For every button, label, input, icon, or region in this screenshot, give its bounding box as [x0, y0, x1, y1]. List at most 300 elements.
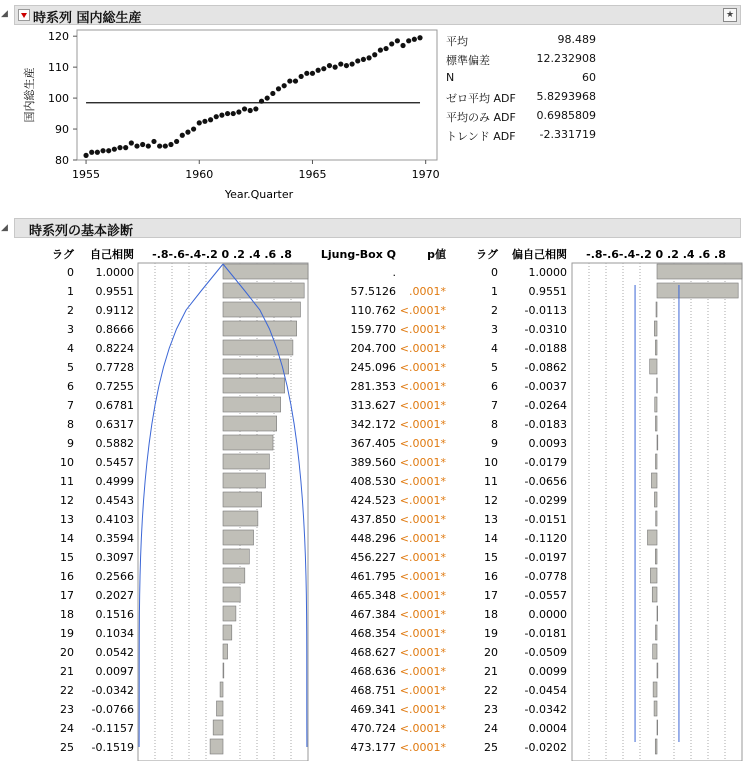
p-value: <.0001* — [399, 722, 446, 735]
bar — [653, 644, 657, 659]
diagnostics-table — [0, 240, 747, 761]
data-point — [180, 133, 185, 138]
data-point — [191, 126, 196, 131]
bar — [655, 416, 657, 431]
ljung-box-value: 467.384 — [350, 608, 396, 621]
lag-cell: 24 — [60, 722, 74, 735]
section-title: 時系列 国内総生産 — [33, 11, 142, 26]
data-point — [214, 114, 219, 119]
bar — [654, 321, 657, 336]
bar — [650, 359, 657, 374]
bar — [655, 454, 657, 469]
header-pacf: 偏自己相関 — [512, 248, 567, 261]
lag-cell-2: 14 — [484, 532, 498, 545]
lag-cell-2: 17 — [484, 589, 498, 602]
acf-value: 0.8666 — [95, 323, 134, 336]
bar — [223, 473, 265, 488]
pacf-bar-chart — [572, 263, 742, 761]
lag-cell: 22 — [60, 684, 74, 697]
stat-label-zero-mean-adf: ゼロ平均 ADF — [446, 92, 516, 105]
lag-cell: 7 — [67, 399, 74, 412]
pacf-value: -0.0151 — [524, 513, 567, 526]
bar — [657, 283, 738, 298]
p-value: <.0001* — [399, 494, 446, 507]
acf-value: 0.4999 — [95, 475, 134, 488]
lag-cell-2: 15 — [484, 551, 498, 564]
data-point — [400, 43, 405, 48]
lag-cell-2: 9 — [491, 437, 498, 450]
data-point — [157, 143, 162, 148]
acf-value: 0.3594 — [95, 532, 134, 545]
acf-value: -0.0766 — [91, 703, 134, 716]
acf-value: 0.0542 — [95, 646, 134, 659]
acf-value: 0.2027 — [95, 589, 134, 602]
p-value: <.0001* — [399, 399, 446, 412]
data-point — [134, 143, 139, 148]
acf-value: 1.0000 — [95, 266, 134, 279]
data-point — [231, 111, 236, 116]
lag-cell: 11 — [60, 475, 74, 488]
header-acf-axis: -.8-.6-.4-.2 0 .2 .4 .6 .8 — [152, 248, 292, 261]
pacf-value: -0.0778 — [524, 570, 567, 583]
p-value: <.0001* — [399, 608, 446, 621]
lag-cell-2: 24 — [484, 722, 498, 735]
ljung-box-value: 468.751 — [350, 684, 396, 697]
acf-bar-chart — [138, 263, 308, 761]
data-point — [282, 83, 287, 88]
bar — [213, 720, 223, 735]
stat-value-zero-mean-adf: 5.8293968 — [536, 90, 596, 103]
bar — [655, 549, 657, 564]
data-point — [248, 108, 253, 113]
lag-cell: 1 — [67, 285, 74, 298]
p-value: <.0001* — [399, 456, 446, 469]
p-value: <.0001* — [399, 380, 446, 393]
lag-cell: 20 — [60, 646, 74, 659]
bar — [223, 568, 245, 583]
pacf-value: -0.0202 — [524, 741, 567, 754]
stat-label-std: 標準偏差 — [446, 54, 490, 67]
header-ljung-box: Ljung-Box Q — [320, 248, 396, 261]
lag-cell-2: 25 — [484, 741, 498, 754]
ljung-box-value: 468.636 — [350, 665, 396, 678]
data-point — [389, 41, 394, 46]
lag-cell-2: 2 — [491, 304, 498, 317]
data-point — [146, 143, 151, 148]
p-value: <.0001* — [399, 475, 446, 488]
p-value: <.0001* — [399, 627, 446, 640]
bar — [652, 587, 657, 602]
pacf-value: -0.0264 — [524, 399, 567, 412]
p-value: <.0001* — [399, 323, 446, 336]
data-point — [219, 113, 224, 118]
y-tick-label: 100 — [48, 92, 69, 106]
ljung-box-value: 461.795 — [350, 570, 396, 583]
acf-value: 0.8224 — [95, 342, 134, 355]
acf-value: -0.1519 — [91, 741, 134, 754]
p-value: <.0001* — [399, 684, 446, 697]
lag-cell-2: 0 — [491, 266, 498, 279]
bar — [223, 549, 249, 564]
bar — [657, 264, 742, 279]
ljung-box-value: 456.227 — [350, 551, 396, 564]
lag-cell-2: 5 — [491, 361, 498, 374]
data-point — [163, 143, 168, 148]
ljung-box-value: 245.096 — [350, 361, 396, 374]
lag-cell-2: 21 — [484, 665, 498, 678]
lag-cell: 15 — [60, 551, 74, 564]
data-point — [168, 142, 173, 147]
bar — [657, 720, 658, 735]
disclosure-icon-2[interactable]: ◢ — [1, 223, 8, 233]
lag-cell: 8 — [67, 418, 74, 431]
lag-cell: 6 — [67, 380, 74, 393]
pacf-value: -0.0181 — [524, 627, 567, 640]
data-point — [333, 65, 338, 70]
data-point — [185, 130, 190, 135]
data-point — [117, 145, 122, 150]
pacf-value: -0.0197 — [524, 551, 567, 564]
lag-cell-2: 3 — [491, 323, 498, 336]
lag-cell: 2 — [67, 304, 74, 317]
lag-cell-2: 13 — [484, 513, 498, 526]
header-lag-2: ラグ — [476, 248, 498, 261]
y-tick-label: 110 — [48, 61, 69, 75]
data-point — [202, 119, 207, 124]
data-point — [83, 153, 88, 158]
time-series-plot — [0, 0, 440, 215]
star-icon[interactable]: ★ — [723, 8, 737, 22]
ljung-box-value: 313.627 — [350, 399, 396, 412]
ljung-box-value: 159.770 — [350, 323, 396, 336]
bar — [655, 397, 657, 412]
bar — [655, 739, 657, 754]
lag-cell-2: 4 — [491, 342, 498, 355]
lag-cell-2: 8 — [491, 418, 498, 431]
ljung-box-value: 281.353 — [350, 380, 396, 393]
data-point — [287, 78, 292, 83]
pacf-value: 0.9551 — [528, 285, 567, 298]
p-value: <.0001* — [399, 513, 446, 526]
bar — [223, 511, 258, 526]
bar — [223, 416, 277, 431]
p-value: <.0001* — [399, 703, 446, 716]
bar — [223, 359, 289, 374]
ljung-box-value: 408.530 — [350, 475, 396, 488]
lag-cell: 25 — [60, 741, 74, 754]
p-value: <.0001* — [399, 646, 446, 659]
pacf-value: 0.0099 — [528, 665, 567, 678]
data-point — [299, 74, 304, 79]
x-tick-label: 1955 — [72, 168, 101, 181]
acf-value: 0.4103 — [95, 513, 134, 526]
p-value: <.0001* — [399, 551, 446, 564]
bar — [223, 587, 240, 602]
bar — [223, 492, 262, 507]
pacf-value: -0.0656 — [524, 475, 567, 488]
stat-value-trend-adf: -2.331719 — [539, 128, 596, 141]
stat-value-single-mean-adf: 0.6985809 — [536, 109, 596, 122]
ljung-box-value: 437.850 — [350, 513, 396, 526]
header-lag: ラグ — [52, 248, 74, 261]
p-value: <.0001* — [399, 741, 446, 754]
acf-value: 0.9551 — [95, 285, 134, 298]
data-point — [321, 66, 326, 71]
bar — [650, 568, 657, 583]
pacf-value: -0.0179 — [524, 456, 567, 469]
lag-cell: 19 — [60, 627, 74, 640]
data-point — [140, 142, 145, 147]
bar — [657, 606, 658, 621]
lag-cell: 12 — [60, 494, 74, 507]
data-point — [293, 78, 298, 83]
bar — [223, 644, 228, 659]
acf-value: 0.2566 — [95, 570, 134, 583]
bar — [657, 435, 658, 450]
pacf-value: 1.0000 — [528, 266, 567, 279]
data-point — [225, 111, 230, 116]
data-point — [242, 106, 247, 111]
y-axis-label: 国内総生産 — [23, 67, 36, 123]
acf-value: 0.3097 — [95, 551, 134, 564]
lag-cell: 0 — [67, 266, 74, 279]
bar — [223, 454, 269, 469]
data-point — [361, 57, 366, 62]
lag-cell-2: 19 — [484, 627, 498, 640]
ljung-box-value: 57.5126 — [350, 285, 396, 298]
data-point — [412, 37, 417, 42]
lag-cell: 21 — [60, 665, 74, 678]
lag-cell-2: 12 — [484, 494, 498, 507]
acf-value: 0.1034 — [95, 627, 134, 640]
pacf-value: 0.0004 — [528, 722, 567, 735]
acf-value: -0.0342 — [91, 684, 134, 697]
acf-value: 0.9112 — [95, 304, 134, 317]
bar — [657, 663, 658, 678]
lag-cell-2: 7 — [491, 399, 498, 412]
bar — [210, 739, 223, 754]
p-value: <.0001* — [399, 304, 446, 317]
ljung-box-value: 468.354 — [350, 627, 396, 640]
ljung-box-value: 469.341 — [350, 703, 396, 716]
x-tick-label: 1965 — [298, 168, 327, 181]
data-point — [366, 55, 371, 60]
lag-cell: 17 — [60, 589, 74, 602]
data-point — [129, 140, 134, 145]
ljung-box-value: 468.627 — [350, 646, 396, 659]
acf-value: -0.1157 — [91, 722, 134, 735]
stat-value-std: 12.232908 — [536, 52, 596, 65]
lag-cell: 4 — [67, 342, 74, 355]
lag-cell: 16 — [60, 570, 74, 583]
bar — [216, 701, 223, 716]
section-header-diagnostics — [14, 218, 741, 238]
lag-cell: 5 — [67, 361, 74, 374]
pacf-value: -0.0342 — [524, 703, 567, 716]
bar — [223, 530, 254, 545]
bar — [653, 682, 657, 697]
pacf-value: 0.0093 — [528, 437, 567, 450]
p-value: .0001* — [409, 285, 446, 298]
acf-value: 0.0097 — [95, 665, 134, 678]
lag-cell-2: 6 — [491, 380, 498, 393]
bar — [651, 473, 657, 488]
header-acf: 自己相関 — [90, 248, 134, 261]
bar — [223, 663, 224, 678]
lag-cell: 13 — [60, 513, 74, 526]
pacf-value: -0.0509 — [524, 646, 567, 659]
data-point — [95, 150, 100, 155]
data-point — [372, 52, 377, 57]
lag-cell-2: 23 — [484, 703, 498, 716]
data-point — [197, 120, 202, 125]
bar — [223, 283, 304, 298]
pacf-value: -0.1120 — [524, 532, 567, 545]
data-point — [383, 46, 388, 51]
ljung-box-value: 389.560 — [350, 456, 396, 469]
ljung-box-value: 110.762 — [350, 304, 396, 317]
ljung-box-value: 448.296 — [350, 532, 396, 545]
data-point — [276, 86, 281, 91]
bar — [657, 378, 658, 393]
data-point — [417, 35, 422, 40]
data-point — [151, 139, 156, 144]
bar — [223, 397, 281, 412]
lag-cell-2: 11 — [484, 475, 498, 488]
p-value: <.0001* — [399, 570, 446, 583]
acf-value: 0.1516 — [95, 608, 134, 621]
lag-cell-2: 18 — [484, 608, 498, 621]
stat-label-single-mean-adf: 平均のみ ADF — [446, 111, 516, 124]
acf-value: 0.7728 — [95, 361, 134, 374]
data-point — [327, 63, 332, 68]
p-value: <.0001* — [399, 665, 446, 678]
x-tick-label: 1960 — [185, 168, 214, 181]
data-point — [349, 61, 354, 66]
data-point — [310, 71, 315, 76]
data-point — [174, 139, 179, 144]
pacf-value: -0.0454 — [524, 684, 567, 697]
lag-cell-2: 16 — [484, 570, 498, 583]
stat-label-mean: 平均 — [446, 35, 468, 48]
data-point — [89, 150, 94, 155]
lag-cell: 3 — [67, 323, 74, 336]
lag-cell-2: 10 — [484, 456, 498, 469]
header-pacf-axis: -.8-.6-.4-.2 0 .2 .4 .6 .8 — [586, 248, 726, 261]
data-point — [406, 38, 411, 43]
bar — [223, 435, 273, 450]
data-point — [112, 147, 117, 152]
acf-value: 0.5882 — [95, 437, 134, 450]
acf-value: 0.5457 — [95, 456, 134, 469]
lag-cell-2: 20 — [484, 646, 498, 659]
bar — [223, 606, 236, 621]
data-point — [378, 48, 383, 53]
p-value: <.0001* — [399, 437, 446, 450]
acf-value: 0.6317 — [95, 418, 134, 431]
bar — [223, 340, 293, 355]
lag-cell-2: 22 — [484, 684, 498, 697]
pacf-value: -0.0113 — [524, 304, 567, 317]
y-tick-label: 90 — [55, 123, 69, 137]
pacf-value: -0.0557 — [524, 589, 567, 602]
data-point — [270, 91, 275, 96]
bar — [647, 530, 657, 545]
data-point — [259, 99, 264, 104]
ljung-box-value: 204.700 — [350, 342, 396, 355]
ljung-box-value: . — [392, 266, 396, 279]
bar — [220, 682, 223, 697]
bar — [655, 625, 657, 640]
bar — [223, 378, 285, 393]
data-point — [265, 95, 270, 100]
pacf-value: -0.0183 — [524, 418, 567, 431]
x-tick-label: 1970 — [411, 168, 440, 181]
lag-cell-2: 1 — [491, 285, 498, 298]
p-value: <.0001* — [399, 342, 446, 355]
ljung-box-value: 465.348 — [350, 589, 396, 602]
pacf-value: -0.0310 — [524, 323, 567, 336]
acf-value: 0.6781 — [95, 399, 134, 412]
bar — [223, 264, 308, 279]
lag-cell: 9 — [67, 437, 74, 450]
data-point — [338, 61, 343, 66]
stat-value-n: 60 — [582, 71, 596, 84]
y-tick-label: 80 — [55, 154, 69, 167]
lag-cell: 10 — [60, 456, 74, 469]
y-tick-label: 120 — [48, 30, 69, 44]
p-value: <.0001* — [399, 418, 446, 431]
data-point — [316, 68, 321, 73]
data-point — [395, 38, 400, 43]
pacf-value: -0.0299 — [524, 494, 567, 507]
ljung-box-value: 424.523 — [350, 494, 396, 507]
data-point — [106, 148, 111, 153]
pacf-value: -0.0188 — [524, 342, 567, 355]
data-point — [344, 63, 349, 68]
data-point — [100, 148, 105, 153]
section-title-2: 時系列の基本診断 — [29, 224, 134, 239]
data-point — [253, 106, 258, 111]
p-value: <.0001* — [399, 589, 446, 602]
bar — [654, 701, 657, 716]
bar — [223, 625, 232, 640]
bar — [656, 511, 657, 526]
stat-label-n: N — [446, 71, 455, 84]
bar — [654, 492, 657, 507]
ljung-box-value: 367.405 — [350, 437, 396, 450]
acf-value: 0.4543 — [95, 494, 134, 507]
bar — [655, 340, 657, 355]
pacf-value: -0.0862 — [524, 361, 567, 374]
ljung-box-value: 473.177 — [350, 741, 396, 754]
data-point — [304, 71, 309, 76]
p-value: <.0001* — [399, 361, 446, 374]
lag-cell: 18 — [60, 608, 74, 621]
header-pvalue: p値 — [427, 248, 446, 261]
data-point — [355, 58, 360, 63]
lag-cell: 23 — [60, 703, 74, 716]
ljung-box-value: 470.724 — [350, 722, 396, 735]
data-point — [208, 117, 213, 122]
p-value: <.0001* — [399, 532, 446, 545]
disclosure-icon[interactable]: ◢ — [1, 9, 8, 19]
pacf-value: -0.0037 — [524, 380, 567, 393]
bar — [223, 321, 297, 336]
acf-value: 0.7255 — [95, 380, 134, 393]
ljung-box-value: 342.172 — [350, 418, 396, 431]
lag-cell: 14 — [60, 532, 74, 545]
